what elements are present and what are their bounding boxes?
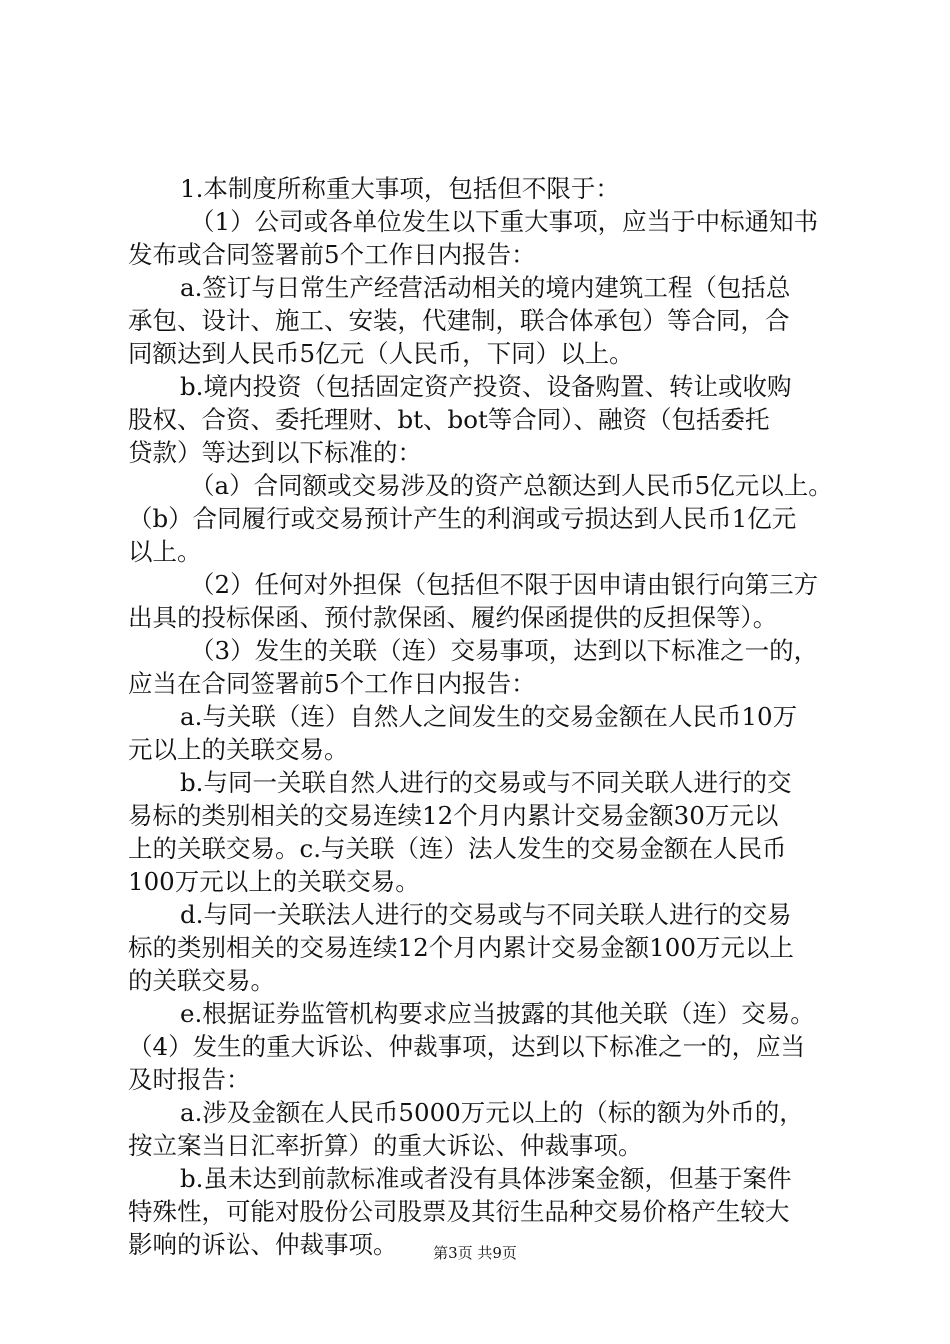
text-line: （1）公司或各单位发生以下重大事项，应当于中标通知书 bbox=[190, 207, 819, 236]
text-line: 按立案当日汇率折算）的重大诉讼、仲裁事项。 bbox=[128, 1131, 643, 1160]
text-line: 同额达到人民币5亿元（人民币，下同）以上。 bbox=[128, 339, 634, 368]
text-line: 发布或合同签署前5个工作日内报告： bbox=[128, 240, 536, 269]
text-line: （3）发生的关联（连）交易事项，达到以下标准之一的， bbox=[190, 636, 819, 665]
text-line: 承包、设计、施工、安装，代建制，联合体承包）等合同，合 bbox=[128, 306, 790, 335]
text-line: 贷款）等达到以下标准的： bbox=[128, 438, 422, 467]
text-line: d.与同一关联法人进行的交易或与不同关联人进行的交易 bbox=[180, 900, 792, 929]
text-line: 股权、合资、委托理财、bt、bot等合同）、融资（包括委托 bbox=[128, 405, 770, 434]
text-line: （a）合同额或交易涉及的资产总额达到人民币5亿元以上。 bbox=[190, 471, 833, 500]
text-line: 的关联交易。 bbox=[128, 966, 275, 995]
text-line: 易标的类别相关的交易连续12个月内累计交易金额30万元以 bbox=[128, 801, 779, 830]
text-line: 以上。 bbox=[128, 537, 202, 566]
page-footer: 第3页 共9页 bbox=[433, 1244, 517, 1262]
text-line: a.与关联（连）自然人之间发生的交易金额在人民币10万 bbox=[180, 702, 798, 731]
text-line: （b）合同履行或交易预计产生的利润或亏损达到人民币1亿元 bbox=[128, 504, 797, 533]
text-line: 出具的投标保函、预付款保函、履约保函提供的反担保等）。 bbox=[128, 603, 778, 632]
text-line: 特殊性，可能对股份公司股票及其衍生品种交易价格产生较大 bbox=[128, 1197, 790, 1226]
text-line: 上的关联交易。c.与关联（连）法人发生的交易金额在人民币 bbox=[128, 834, 787, 863]
text-line: 元以上的关联交易。 bbox=[128, 735, 349, 764]
text-line: b.虽未达到前款标准或者没有具体涉案金额，但基于案件 bbox=[180, 1164, 792, 1193]
text-line: b.与同一关联自然人进行的交易或与不同关联人进行的交 bbox=[180, 768, 792, 797]
text-line: 应当在合同签署前5个工作日内报告： bbox=[128, 669, 536, 698]
text-line: 1.本制度所称重大事项，包括但不限于： bbox=[180, 174, 620, 203]
document-body bbox=[128, 172, 836, 1261]
text-line: 影响的诉讼、仲裁事项。 bbox=[128, 1230, 398, 1259]
text-line: 标的类别相关的交易连续12个月内累计交易金额100万元以上 bbox=[128, 933, 794, 962]
text-line: （2）任何对外担保（包括但不限于因申请由银行向第三方 bbox=[190, 570, 819, 599]
text-line: （4）发生的重大诉讼、仲裁事项，达到以下标准之一的，应当 bbox=[128, 1032, 806, 1061]
text-line: e.根据证券监管机构要求应当披露的其他关联（连）交易。 bbox=[180, 999, 815, 1028]
text-line: 及时报告： bbox=[128, 1065, 251, 1094]
text-line: a.涉及金额在人民币5000万元以上的（标的额为外币的， bbox=[180, 1098, 804, 1127]
text-line: 100万元以上的关联交易。 bbox=[128, 867, 420, 896]
text-line: b.境内投资（包括固定资产投资、设备购置、转让或收购 bbox=[180, 372, 792, 401]
text-line: a.签订与日常生产经营活动相关的境内建筑工程（包括总 bbox=[180, 273, 791, 302]
